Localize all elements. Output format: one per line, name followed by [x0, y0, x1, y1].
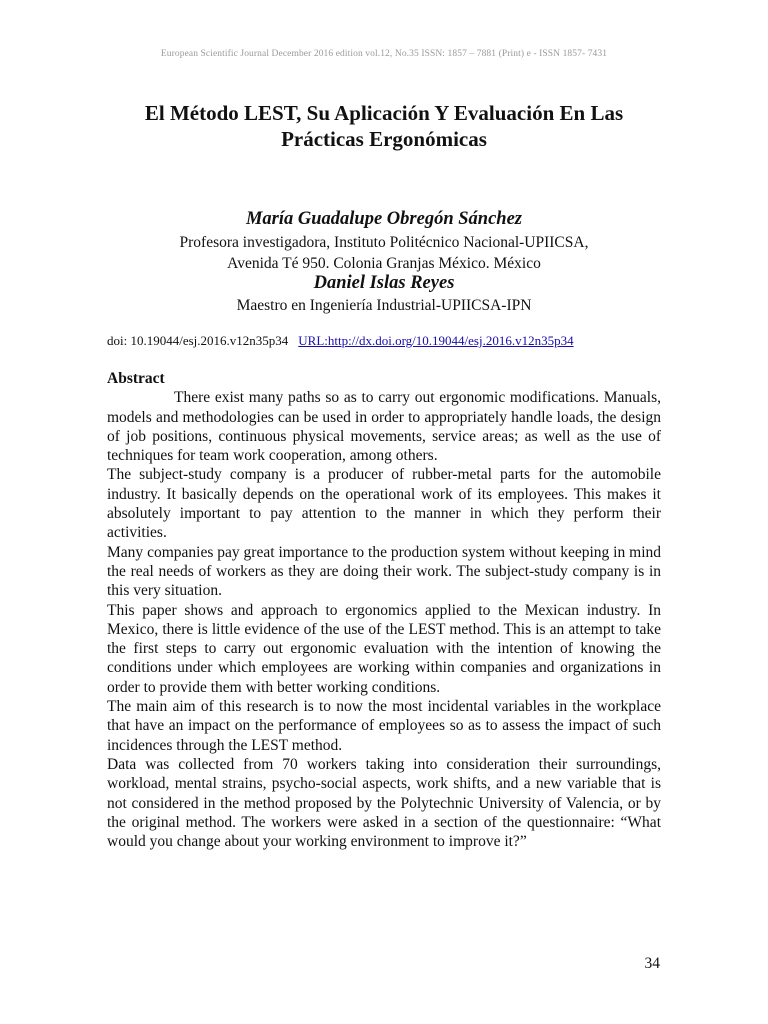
abstract-paragraph: The main aim of this research is to now the most incidental variables in the workplace that have an impact on the performance of employees so as to assess the impact of such incidences through the LEST method.	[107, 698, 661, 754]
abstract-paragraph: The subject-study company is a producer of rubber-metal parts for the automobile industry. It basically depends on the operational work of its employees. This makes it absolutely important to pay attention to the manner in which they perform their activities.	[107, 466, 661, 542]
paper-title	[60, 100, 708, 152]
author-1-affiliation-line-2: Avenida Té 950. Colonia Granjas México. México	[227, 255, 541, 272]
title-line-2: Prácticas Ergonómicas	[281, 127, 487, 151]
abstract-section	[107, 369, 661, 851]
author-name-1: María Guadalupe Obregón Sánchez	[245, 209, 522, 229]
author-name-2: Daniel Islas Reyes	[313, 273, 455, 293]
abstract-paragraph: There exist many paths so as to carry out ergonomic modifications. Manuals, models and methodologies can be used in order to appropriately handle loads, the design of job positions, continuous physical movements, service areas; as well as the use of techniques for team work cooperation, among others.	[107, 389, 661, 465]
abstract-paragraph: Many companies pay great importance to the production system without keeping in mind the real needs of workers as they are doing their work. The subject-study company is in this very situation.	[107, 543, 661, 600]
running-header: European Scientific Journal December 2016 edition vol.12, No.35 ISSN: 1857 – 7881 (Print) e - ISSN 1857- 7431	[160, 49, 608, 59]
author-2-affiliation-line-1: Maestro en Ingeniería Industrial-UPIICSA-IPN	[236, 297, 532, 314]
title-line-1: El Método LEST, Su Aplicación Y Evaluación En Las	[144, 101, 624, 125]
author-1-affiliation-line-1: Profesora investigadora, Instituto Politécnico Nacional-UPIICSA,	[179, 234, 589, 251]
abstract-paragraph: This paper shows and approach to ergonomics applied to the Mexican industry. In Mexico, there is little evidence of the use of the LEST method. This is an attempt to take the first steps to carry out ergonomic evaluation with the intention of knowing the conditions under which employees are working within companies and organizations in order to provide them with better working conditions.	[107, 601, 661, 696]
doi-line	[107, 332, 667, 350]
abstract-paragraph: Data was collected from 70 workers taking into consideration their surroundings, workload, mental strains, psycho-social aspects, work shifts, and a new variable that is not considered in the method proposed by the Polytechnic University of Valencia, or by the original method. The workers were asked in a section of the questionnaire: “What would you change about your working environment to improve it?”	[107, 755, 661, 851]
doi-url-link[interactable]: URL:http://dx.doi.org/10.19044/esj.2016.v12n35p34	[298, 333, 574, 348]
abstract-heading: Abstract	[107, 370, 165, 387]
doi-text: doi: 10.19044/esj.2016.v12n35p34	[107, 333, 289, 348]
page-number: 34	[644, 955, 660, 972]
